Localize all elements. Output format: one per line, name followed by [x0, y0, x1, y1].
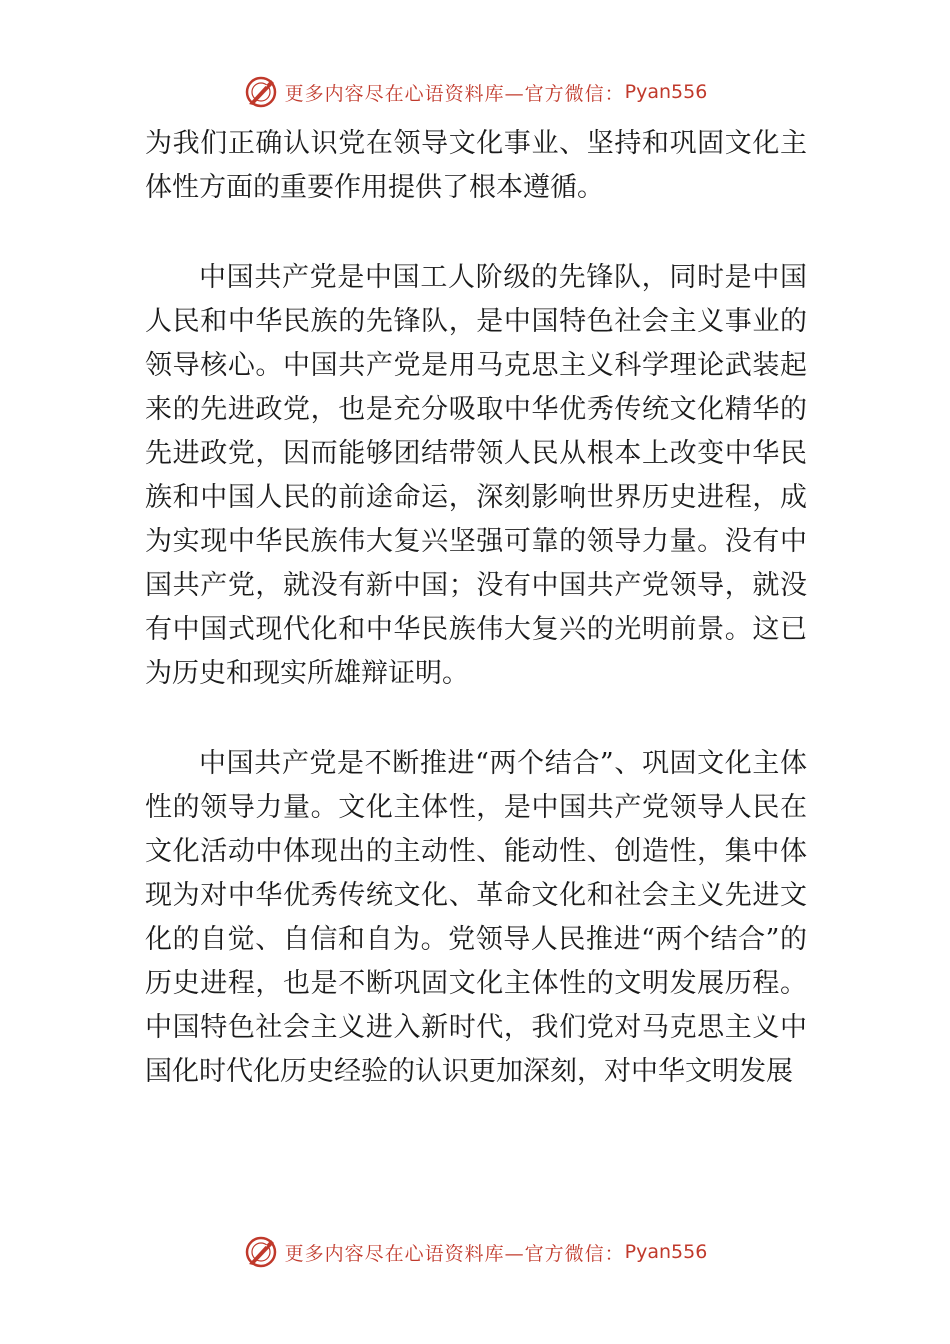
- header-banner-text: 更多内容尽在心语资料库—官方微信：: [284, 82, 625, 105]
- paragraph-3: 中国共产党是不断推进“两个结合”、巩固文化主体性的领导力量。文化主体性，是中国共产党领导人民在文化活动中体现出的主动性、能动性、创造性，集中体现为对中华优秀传统文化、革命文化和社会主义先进文化的自觉、自信和自为。党领导人民推进“两个结合”的历史进程，也是不断巩固文化主体性的文明发展历程。中国特色社会主义进入新时代，我们党对马克思主义中国化时代化历史经验的认识更加深刻，对中华文明发展: [145, 748, 807, 1087]
- footer-banner-text: 更多内容尽在心语资料库—官方微信：: [284, 1242, 625, 1265]
- header-banner: [0, 70, 950, 114]
- quill-seal-logo-icon: [243, 1234, 279, 1270]
- paragraph-1: 为我们正确认识党在领导文化事业、坚持和巩固文化主体性方面的重要作用提供了根本遵循。: [145, 128, 807, 203]
- quill-seal-logo-icon: [243, 74, 279, 110]
- paragraph-2: 中国共产党是中国工人阶级的先锋队，同时是中国人民和中华民族的先锋队，是中国特色社会主义事业的领导核心。中国共产党是用马克思主义科学理论武装起来的先进政党，也是充分吸取中华优秀传统文化精华的先进政党，因而能够团结带领人民从根本上改变中华民族和中国人民的前途命运，深刻影响世界历史进程，成为实现中华民族伟大复兴坚强可靠的领导力量。没有中国共产党，就没有新中国；没有中国共产党领导，就没有中国式现代化和中华民族伟大复兴的光明前景。这已为历史和现实所雄辩证明。: [145, 262, 807, 689]
- footer-banner: [0, 1230, 950, 1274]
- document-body: [145, 122, 807, 1094]
- header-wechat-id: Pyan556: [624, 81, 708, 103]
- footer-wechat-id: Pyan556: [624, 1241, 708, 1263]
